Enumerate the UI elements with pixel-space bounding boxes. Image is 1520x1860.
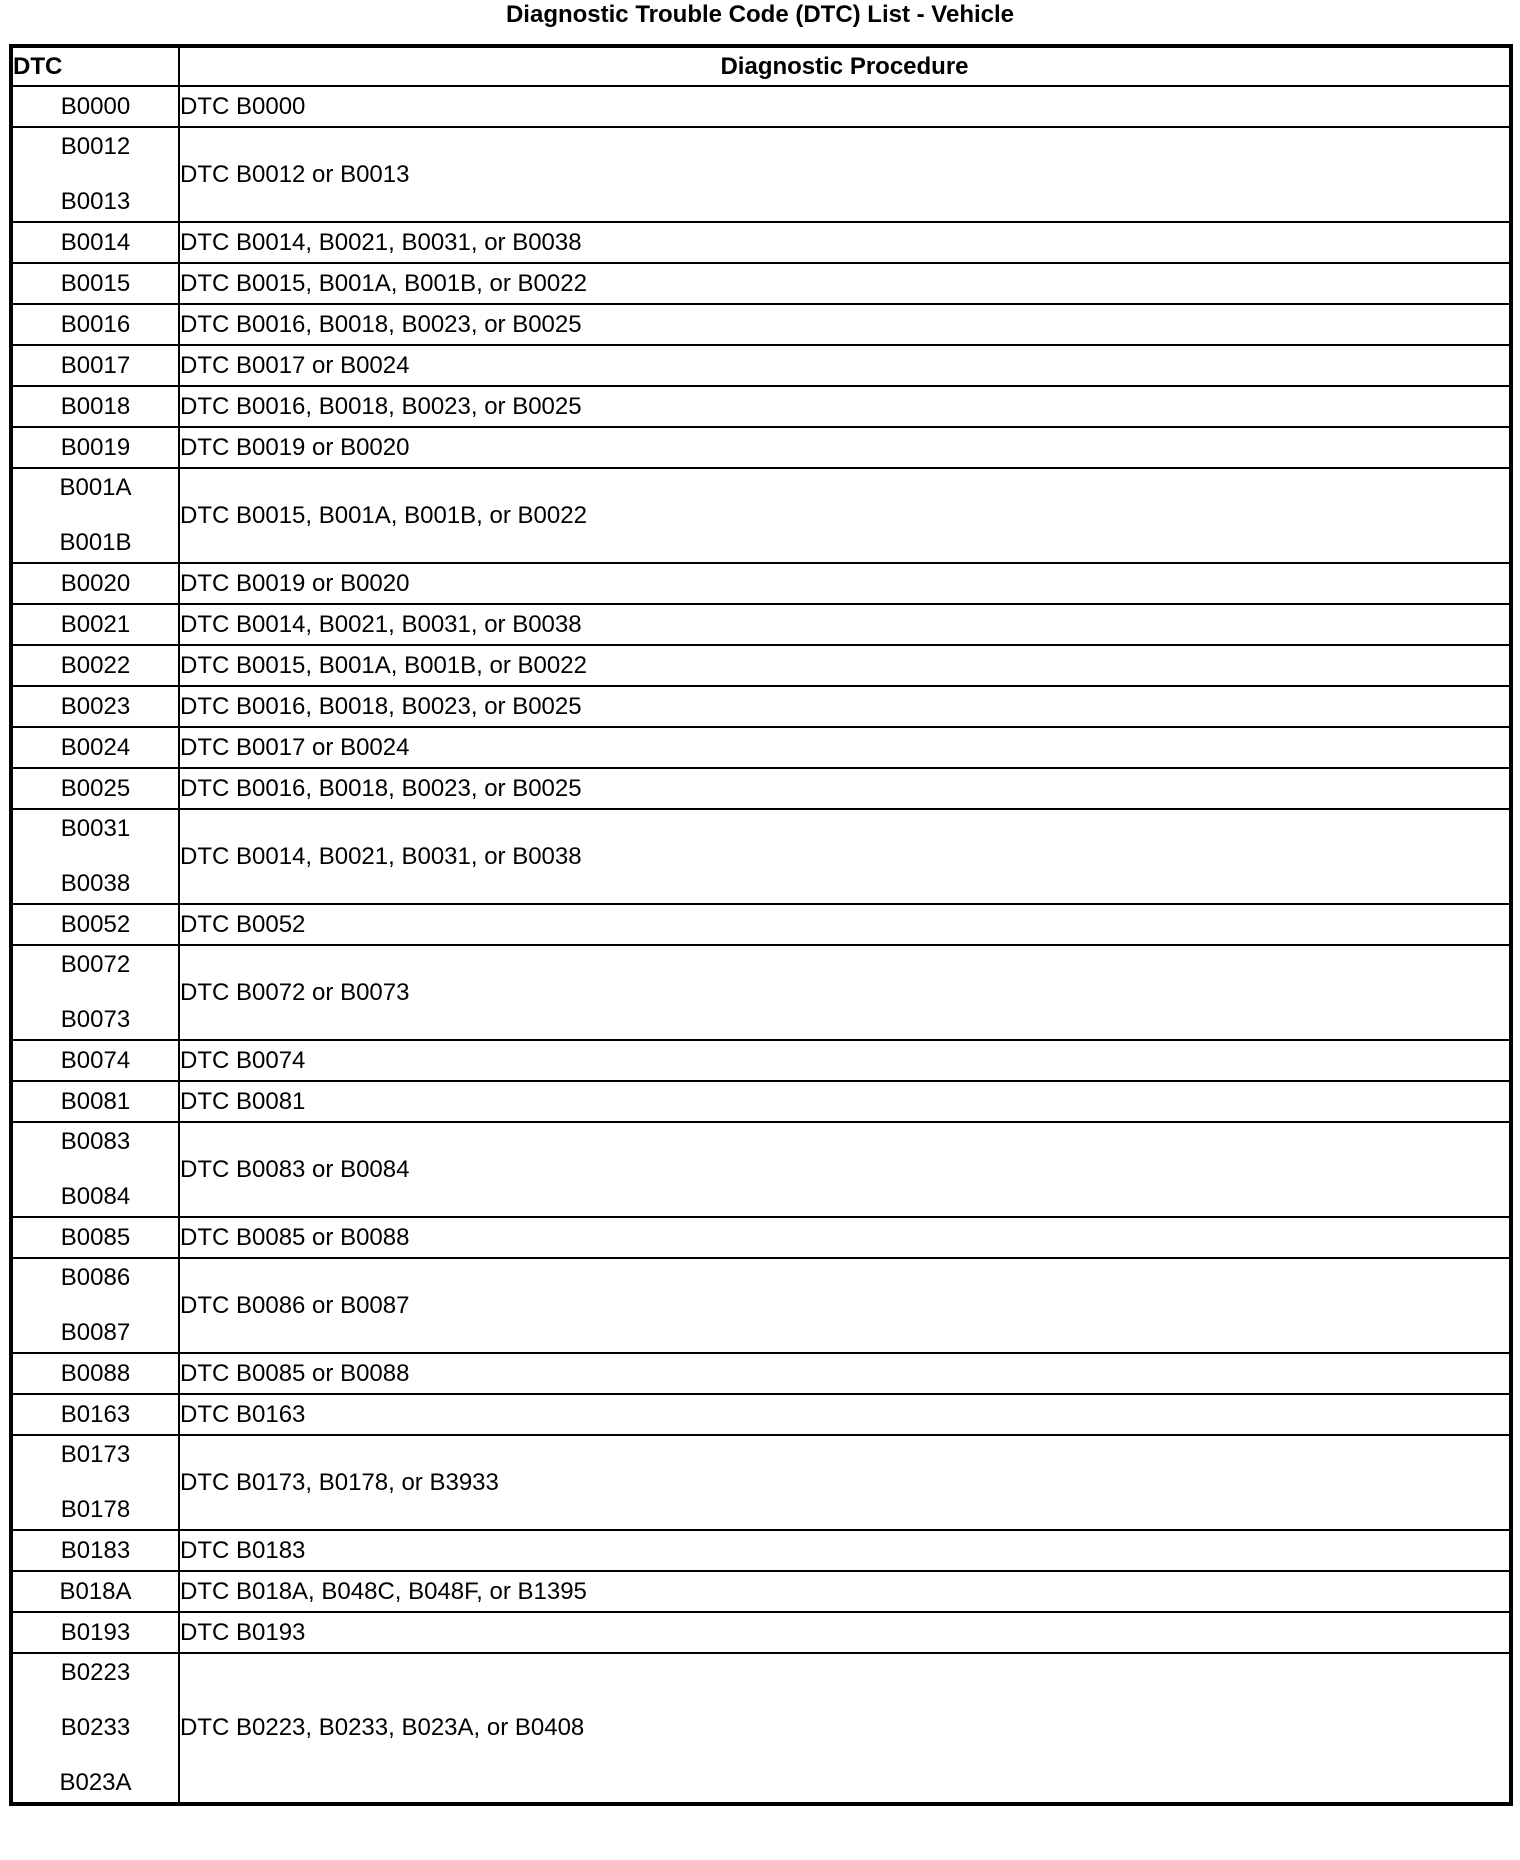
table-row [11,1394,1511,1435]
dtc-code-cell [11,345,179,386]
diagnostic-procedure-link[interactable]: DTC B0081 [179,1081,1511,1122]
diagnostic-procedure-link[interactable]: DTC B0014, B0021, B0031, or B0038 [179,222,1511,263]
dtc-code: B0178 [60,1496,131,1523]
dtc-code: B0000 [60,92,131,120]
dtc-code-cell [11,1081,179,1122]
dtc-code: B0183 [60,1536,131,1564]
dtc-code: B0233 [60,1714,131,1741]
dtc-code: B0085 [60,1223,131,1251]
dtc-code-cell [11,904,179,945]
table-row [11,945,1511,1040]
diagnostic-procedure-link[interactable]: DTC B0163 [179,1394,1511,1435]
diagnostic-procedure-link[interactable]: DTC B0072 or B0073 [179,945,1511,1040]
dtc-code: B0019 [60,433,131,461]
diagnostic-procedure-link[interactable]: DTC B0014, B0021, B0031, or B0038 [179,809,1511,904]
diagnostic-procedure-link[interactable]: DTC B0085 or B0088 [179,1217,1511,1258]
diagnostic-procedure-link[interactable]: DTC B0015, B001A, B001B, or B0022 [179,645,1511,686]
diagnostic-procedure-link[interactable]: DTC B0074 [179,1040,1511,1081]
dtc-code: B0074 [60,1046,131,1074]
dtc-code-cell [11,1122,179,1217]
table-row [11,1353,1511,1394]
dtc-code-cell [11,1258,179,1353]
table-row [11,1653,1511,1804]
table-row [11,1040,1511,1081]
table-row [11,127,1511,222]
dtc-code-cell [11,222,179,263]
dtc-code-cell [11,768,179,809]
page-title: Diagnostic Trouble Code (DTC) List - Vehicle [505,1,1015,28]
table-row [11,727,1511,768]
diagnostic-procedure-link[interactable]: DTC B0193 [179,1612,1511,1653]
dtc-code: B0013 [60,188,131,215]
dtc-code: B0072 [60,951,131,978]
dtc-code-cell [11,427,179,468]
dtc-code-cell [11,86,179,127]
diagnostic-procedure-link[interactable]: DTC B0183 [179,1530,1511,1571]
table-row [11,1571,1511,1612]
dtc-code-cell [11,945,179,1040]
dtc-code-cell [11,563,179,604]
table-row [11,427,1511,468]
dtc-code: B0038 [60,870,131,897]
dtc-code: B0052 [60,910,131,938]
table-row [11,222,1511,263]
table-row [11,263,1511,304]
diagnostic-procedure-link[interactable]: DTC B0019 or B0020 [179,427,1511,468]
dtc-code: B0014 [60,228,131,256]
dtc-code: B0087 [60,1319,131,1346]
dtc-code: B0024 [60,733,131,761]
dtc-code-cell [11,304,179,345]
table-row [11,563,1511,604]
diagnostic-procedure-link[interactable]: DTC B0173, B0178, or B3933 [179,1435,1511,1530]
diagnostic-procedure-link[interactable]: DTC B0019 or B0020 [179,563,1511,604]
dtc-code: B0012 [60,133,131,160]
table-row [11,1612,1511,1653]
table-row [11,686,1511,727]
table-row [11,604,1511,645]
dtc-code-cell [11,809,179,904]
table-row [11,1217,1511,1258]
dtc-code-cell [11,1571,179,1612]
dtc-code: B0173 [60,1441,131,1468]
dtc-code: B0223 [60,1659,131,1686]
table-row [11,904,1511,945]
table-row [11,1530,1511,1571]
dtc-code: B0025 [60,774,131,802]
dtc-code: B0021 [60,610,131,638]
dtc-code: B0022 [60,651,131,679]
dtc-code: B001A [59,474,132,501]
diagnostic-procedure-link[interactable]: DTC B0016, B0018, B0023, or B0025 [179,768,1511,809]
dtc-code-cell [11,263,179,304]
dtc-code-cell [11,604,179,645]
diagnostic-procedure-link[interactable]: DTC B0016, B0018, B0023, or B0025 [179,386,1511,427]
dtc-code: B001B [59,529,132,556]
table-row [11,768,1511,809]
diagnostic-procedure-link[interactable]: DTC B0017 or B0024 [179,727,1511,768]
dtc-code-cell [11,1217,179,1258]
dtc-code-cell [11,1394,179,1435]
dtc-code: B0084 [60,1183,131,1210]
dtc-code: B0018 [60,392,131,420]
dtc-code-cell [11,386,179,427]
dtc-code: B0031 [60,815,131,842]
table-header-row [11,46,1511,86]
diagnostic-procedure-link[interactable]: DTC B0052 [179,904,1511,945]
dtc-code: B0081 [60,1087,131,1115]
dtc-code-cell [11,1530,179,1571]
dtc-code: B0088 [60,1359,131,1387]
diagnostic-procedure-link[interactable]: DTC B0085 or B0088 [179,1353,1511,1394]
table-row [11,304,1511,345]
table-row [11,386,1511,427]
dtc-code: B0017 [60,351,131,379]
table-row [11,809,1511,904]
diagnostic-procedure-link[interactable]: DTC B0014, B0021, B0031, or B0038 [179,604,1511,645]
dtc-code: B023A [59,1769,132,1796]
table-row [11,86,1511,127]
diagnostic-procedure-link[interactable]: DTC B018A, B048C, B048F, or B1395 [179,1571,1511,1612]
dtc-code-cell [11,1353,179,1394]
diagnostic-procedure-link[interactable]: DTC B0086 or B0087 [179,1258,1511,1353]
dtc-code-cell [11,1040,179,1081]
dtc-code: B0083 [60,1128,131,1155]
table-row [11,345,1511,386]
dtc-code-cell [11,1653,179,1804]
dtc-code: B0016 [60,310,131,338]
diagnostic-procedure-link[interactable]: DTC B0083 or B0084 [179,1122,1511,1217]
dtc-code: B018A [59,1577,132,1605]
dtc-code-cell [11,645,179,686]
dtc-code: B0020 [60,569,131,597]
table-body [11,86,1511,1804]
column-header-dtc: DTC [11,46,179,86]
table-row [11,1081,1511,1122]
table-row [11,1258,1511,1353]
dtc-table [9,44,1513,1806]
dtc-code: B0015 [60,269,131,297]
column-header-procedure: Diagnostic Procedure [179,46,1511,86]
dtc-code-cell [11,1435,179,1530]
table-row [11,1435,1511,1530]
dtc-code: B0163 [60,1400,131,1428]
table-row [11,468,1511,563]
table-row [11,645,1511,686]
dtc-code-cell [11,727,179,768]
table-row [11,1122,1511,1217]
diagnostic-procedure-link[interactable]: DTC B0016, B0018, B0023, or B0025 [179,304,1511,345]
diagnostic-procedure-link[interactable]: DTC B0015, B001A, B001B, or B0022 [179,263,1511,304]
dtc-code: B0086 [60,1264,131,1291]
diagnostic-procedure-link[interactable]: DTC B0016, B0018, B0023, or B0025 [179,686,1511,727]
dtc-code-cell [11,468,179,563]
dtc-code: B0023 [60,692,131,720]
dtc-code: B0073 [60,1006,131,1033]
dtc-code-cell [11,1612,179,1653]
diagnostic-procedure-link[interactable]: DTC B0015, B001A, B001B, or B0022 [179,468,1511,563]
dtc-code: B0193 [60,1618,131,1646]
dtc-code-cell [11,686,179,727]
diagnostic-procedure-link[interactable]: DTC B0000 [179,86,1511,127]
dtc-code-cell [11,127,179,222]
diagnostic-procedure-link[interactable]: DTC B0223, B0233, B023A, or B0408 [179,1653,1511,1804]
diagnostic-procedure-link[interactable]: DTC B0017 or B0024 [179,345,1511,386]
diagnostic-procedure-link[interactable]: DTC B0012 or B0013 [179,127,1511,222]
